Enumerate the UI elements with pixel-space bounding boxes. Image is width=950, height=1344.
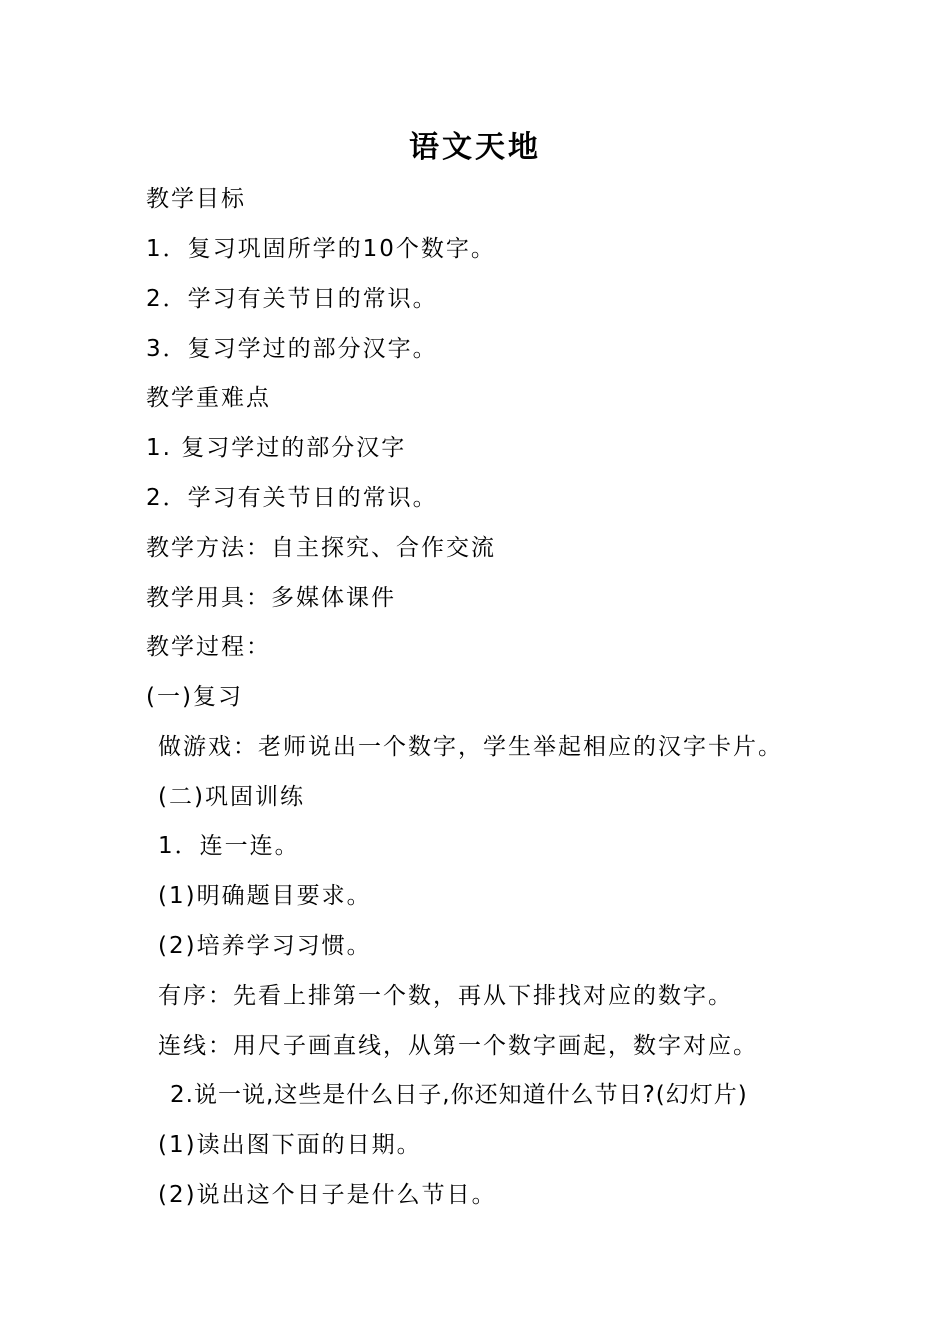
line-drawing-instruction: 连线：用尺子画直线，从第一个数字画起，数字对应。 [158,1033,758,1059]
section-heading-objectives: 教学目标 [146,186,246,212]
review-game-text: 做游戏：老师说出一个数字，学生举起相应的汉字卡片。 [158,734,783,760]
key-point-item-1: 1. 复习学过的部分汉字 [146,435,407,461]
practice-sub-item-2: (2)培养学习习惯。 [158,933,372,959]
practice-item-2-sub-1: (1)读出图下面的日期。 [158,1132,422,1158]
objective-item-1: 1．复习巩固所学的10个数字。 [146,236,496,262]
objective-item-2: 2．学习有关节日的常识。 [146,286,438,312]
process-step-review: (一)复习 [146,684,243,710]
process-step-practice: (二)巩固训练 [158,784,305,810]
section-heading-key-points: 教学重难点 [146,385,271,411]
teaching-method: 教学方法：自主探究、合作交流 [146,535,496,561]
objective-item-3: 3．复习学过的部分汉字。 [146,336,438,362]
section-heading-process: 教学过程： [146,634,271,660]
order-instruction: 有序：先看上排第一个数，再从下排找对应的数字。 [158,983,733,1009]
practice-item-1: 1．连一连。 [158,833,300,859]
practice-item-2-sub-2: (2)说出这个日子是什么节日。 [158,1182,497,1208]
practice-sub-item-1: (1)明确题目要求。 [158,883,372,909]
page-title: 语文天地 [409,130,541,165]
key-point-item-2: 2．学习有关节日的常识。 [146,485,438,511]
practice-item-2: 2.说一说,这些是什么日子,你还知道什么节日?(幻灯片) [170,1082,748,1108]
teaching-tools: 教学用具：多媒体课件 [146,585,396,611]
